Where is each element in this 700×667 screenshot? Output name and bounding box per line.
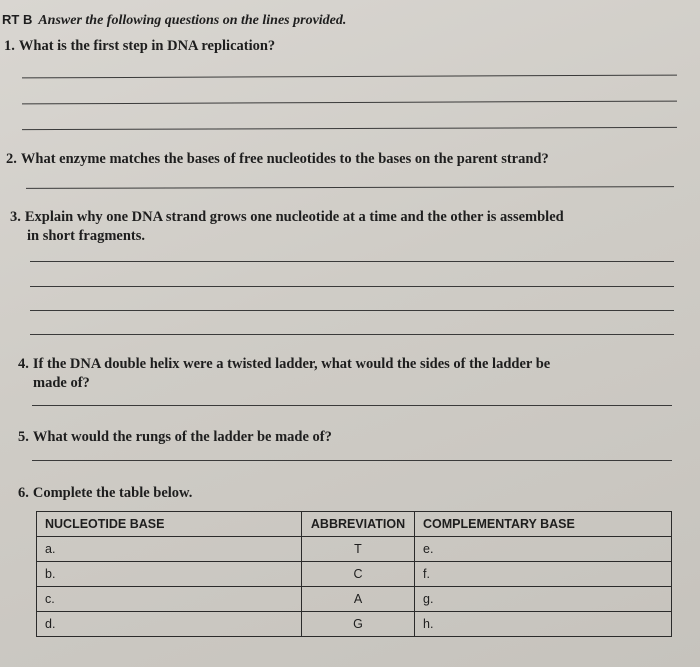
complementary-base-cell[interactable]: e. — [415, 537, 672, 562]
complementary-base-cell[interactable]: h. — [415, 612, 672, 637]
abbreviation-cell: G — [302, 612, 415, 637]
abbreviation-cell: A — [302, 587, 415, 612]
part-label: RT B — [2, 12, 33, 27]
question-text: If the DNA double helix were a twisted ladder, what would the sides of the ladder be — [32, 356, 551, 372]
question-5 — [18, 428, 332, 447]
question-text-continued: made of? — [33, 375, 90, 391]
nucleotide-base-cell[interactable]: d. — [37, 612, 302, 637]
instructions: Answer the following questions on the lines provided. — [38, 13, 347, 28]
question-text: Complete the table below. — [32, 485, 193, 501]
complementary-base-cell[interactable]: f. — [415, 562, 672, 587]
question-text: What enzyme matches the bases of free nucleotides to the bases on the parent strand? — [20, 151, 549, 167]
question-number: 5. — [18, 429, 29, 445]
question-3 — [10, 208, 564, 246]
complementary-base-cell[interactable]: g. — [415, 587, 672, 612]
answer-line[interactable] — [26, 186, 674, 189]
nucleotide-base-cell[interactable]: c. — [37, 587, 302, 612]
answer-line[interactable] — [22, 127, 677, 130]
abbreviation-cell: T — [302, 537, 415, 562]
answer-line[interactable] — [22, 75, 677, 79]
question-text-continued: in short fragments. — [27, 228, 146, 244]
question-1 — [4, 37, 275, 56]
abbreviation-cell: C — [302, 562, 415, 587]
answer-line[interactable] — [30, 334, 674, 335]
answer-line[interactable] — [30, 261, 674, 262]
column-header-nucleotide-base: NUCLEOTIDE BASE — [37, 512, 302, 537]
question-number: 3. — [10, 209, 21, 225]
question-text: What would the rungs of the ladder be made of? — [32, 429, 332, 445]
table-row — [37, 612, 672, 637]
table-header-row — [37, 512, 672, 537]
answer-line[interactable] — [32, 460, 672, 461]
question-number: 4. — [18, 356, 29, 372]
nucleotide-table — [36, 511, 672, 637]
nucleotide-base-cell[interactable]: a. — [37, 537, 302, 562]
table-row — [37, 587, 672, 612]
question-2 — [6, 150, 549, 169]
question-6 — [18, 484, 192, 503]
nucleotide-base-cell[interactable]: b. — [37, 562, 302, 587]
answer-line[interactable] — [30, 286, 674, 287]
answer-line[interactable] — [32, 405, 672, 406]
section-header — [2, 12, 346, 29]
table-row — [37, 562, 672, 587]
column-header-complementary-base: COMPLEMENTARY BASE — [415, 512, 672, 537]
answer-line[interactable] — [30, 310, 674, 311]
question-text: Explain why one DNA strand grows one nucleotide at a time and the other is assembled — [24, 209, 564, 225]
answer-line[interactable] — [22, 101, 677, 105]
question-text: What is the first step in DNA replication? — [18, 38, 276, 54]
question-number: 6. — [18, 485, 29, 501]
question-number: 1. — [4, 38, 15, 54]
table-row — [37, 537, 672, 562]
question-number: 2. — [6, 151, 17, 167]
question-4 — [18, 355, 550, 393]
column-header-abbreviation: ABBREVIATION — [302, 512, 415, 537]
